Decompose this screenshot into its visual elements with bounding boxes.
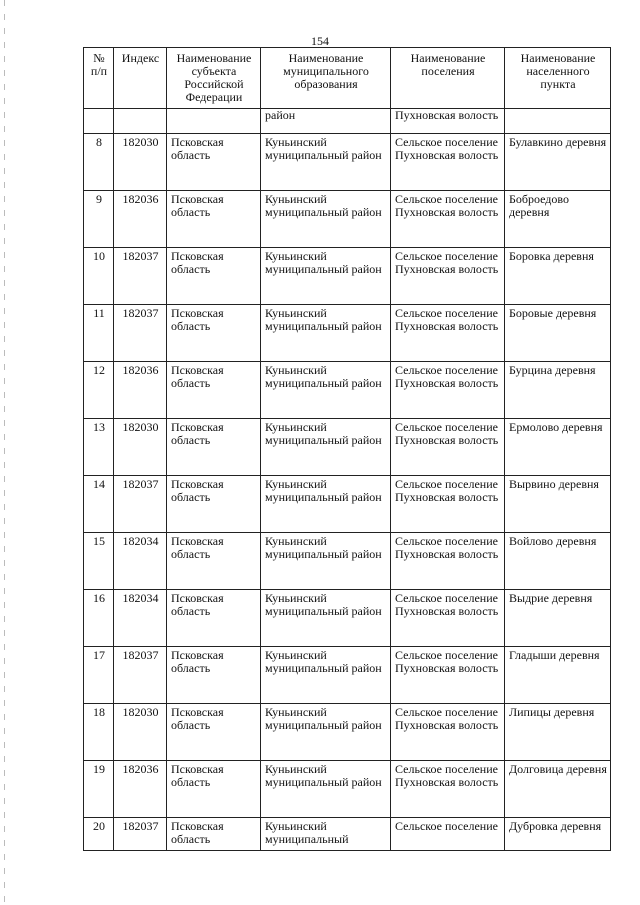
cell-subject: Псковская область [167, 362, 261, 419]
table-row [84, 248, 611, 305]
cell-index: 182037 [114, 818, 167, 851]
cell-subject [167, 109, 261, 134]
cell-municipality: Куньинский муниципальный район [261, 134, 391, 191]
cell-locality [505, 109, 611, 134]
cell-num: 19 [84, 761, 114, 818]
cell-num: 11 [84, 305, 114, 362]
continuation-row [84, 109, 611, 134]
cell-locality: Дубровка деревня [505, 818, 611, 851]
table-row [84, 704, 611, 761]
table-header-row [84, 48, 611, 109]
cell-num: 16 [84, 590, 114, 647]
cell-index: 182036 [114, 191, 167, 248]
cell-municipality: Куньинский муниципальный район [261, 647, 391, 704]
cell-num: 13 [84, 419, 114, 476]
cell-num: 8 [84, 134, 114, 191]
header-municipality: Наименование муниципального образования [261, 48, 391, 109]
cell-locality: Ермолово деревня [505, 419, 611, 476]
page-number: 154 [311, 34, 329, 48]
table-row [84, 761, 611, 818]
cell-index: 182037 [114, 305, 167, 362]
cell-subject: Псковская область [167, 248, 261, 305]
cell-locality: Гладыши деревня [505, 647, 611, 704]
cell-settlement: Сельское поселение Пухновская волость [391, 761, 505, 818]
cell-municipality: Куньинский муниципальный район [261, 704, 391, 761]
cell-settlement: Сельское поселение Пухновская волость [391, 134, 505, 191]
cell-settlement: Сельское поселение Пухновская волость [391, 362, 505, 419]
cell-index: 182037 [114, 476, 167, 533]
cell-locality: Боброедово деревня [505, 191, 611, 248]
table-row [84, 476, 611, 533]
table-row [84, 191, 611, 248]
cell-subject: Псковская область [167, 761, 261, 818]
table-row [84, 134, 611, 191]
header-subject: Наименование субъекта Российской Федерации [167, 48, 261, 109]
cell-locality: Боровые деревня [505, 305, 611, 362]
cell-settlement: Сельское поселение Пухновская волость [391, 419, 505, 476]
cell-num: 15 [84, 533, 114, 590]
cell-municipality: район [261, 109, 391, 134]
cell-subject: Псковская область [167, 305, 261, 362]
cell-subject: Псковская область [167, 134, 261, 191]
cell-index: 182030 [114, 704, 167, 761]
table-row [84, 305, 611, 362]
header-index: Индекс [114, 48, 167, 109]
cell-index [114, 109, 167, 134]
cell-settlement: Сельское поселение Пухновская волость [391, 590, 505, 647]
cell-subject: Псковская область [167, 704, 261, 761]
cell-municipality: Куньинский муниципальный район [261, 419, 391, 476]
cell-municipality: Куньинский муниципальный район [261, 761, 391, 818]
table-row [84, 590, 611, 647]
cell-municipality: Куньинский муниципальный район [261, 476, 391, 533]
cell-subject: Псковская область [167, 590, 261, 647]
cell-settlement: Сельское поселение Пухновская волость [391, 476, 505, 533]
cell-index: 182037 [114, 248, 167, 305]
table-row [84, 362, 611, 419]
table-row [84, 647, 611, 704]
cell-settlement: Сельское поселение [391, 818, 505, 851]
cell-settlement: Сельское поселение Пухновская волость [391, 305, 505, 362]
cell-index: 182034 [114, 533, 167, 590]
cell-settlement: Сельское поселение Пухновская волость [391, 191, 505, 248]
table-row [84, 419, 611, 476]
cell-index: 182030 [114, 134, 167, 191]
cell-subject: Псковская область [167, 647, 261, 704]
cell-settlement: Сельское поселение Пухновская волость [391, 647, 505, 704]
cell-settlement: Сельское поселение Пухновская волость [391, 704, 505, 761]
cell-num: 14 [84, 476, 114, 533]
cell-num: 9 [84, 191, 114, 248]
cell-index: 182036 [114, 362, 167, 419]
cell-num: 17 [84, 647, 114, 704]
cell-municipality: Куньинский муниципальный [261, 818, 391, 851]
cell-locality: Боровка деревня [505, 248, 611, 305]
cell-num: 18 [84, 704, 114, 761]
table-row [84, 533, 611, 590]
cell-locality: Долговица деревня [505, 761, 611, 818]
cell-locality: Бурцина деревня [505, 362, 611, 419]
cell-locality: Войлово деревня [505, 533, 611, 590]
cell-num: 12 [84, 362, 114, 419]
cell-municipality: Куньинский муниципальный район [261, 191, 391, 248]
cell-locality: Булавкино деревня [505, 134, 611, 191]
cell-settlement: Сельское поселение Пухновская волость [391, 248, 505, 305]
cell-municipality: Куньинский муниципальный район [261, 362, 391, 419]
cell-index: 182034 [114, 590, 167, 647]
cell-num: 10 [84, 248, 114, 305]
cell-subject: Псковская область [167, 818, 261, 851]
header-settlement: Наименование поселения [391, 48, 505, 109]
header-locality: Наименование населенного пункта [505, 48, 611, 109]
cell-subject: Псковская область [167, 191, 261, 248]
cell-settlement: Сельское поселение Пухновская волость [391, 533, 505, 590]
cell-index: 182030 [114, 419, 167, 476]
cell-index: 182037 [114, 647, 167, 704]
cell-num [84, 109, 114, 134]
header-num: № п/п [84, 48, 114, 109]
cell-settlement: Пухновская волость [391, 109, 505, 134]
cell-locality: Вырвино деревня [505, 476, 611, 533]
cell-num: 20 [84, 818, 114, 851]
cell-index: 182036 [114, 761, 167, 818]
cell-locality: Выдрие деревня [505, 590, 611, 647]
cell-municipality: Куньинский муниципальный район [261, 305, 391, 362]
cell-locality: Липицы деревня [505, 704, 611, 761]
cell-subject: Псковская область [167, 419, 261, 476]
table-row [84, 818, 611, 851]
localities-table [83, 47, 611, 851]
cell-municipality: Куньинский муниципальный район [261, 248, 391, 305]
cell-subject: Псковская область [167, 533, 261, 590]
scan-margin-line [4, 0, 5, 905]
cell-municipality: Куньинский муниципальный район [261, 533, 391, 590]
cell-municipality: Куньинский муниципальный район [261, 590, 391, 647]
cell-subject: Псковская область [167, 476, 261, 533]
